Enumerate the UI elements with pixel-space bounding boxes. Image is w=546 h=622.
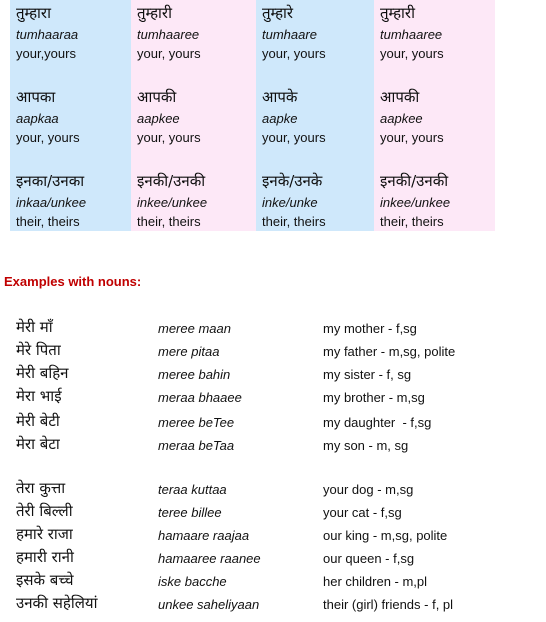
example-row [0, 385, 546, 407]
example-transliteration: hamaaree raanee [158, 551, 261, 566]
table-cell [262, 88, 372, 145]
example-transliteration: mere pitaa [158, 344, 220, 359]
example-transliteration: teraa kuttaa [158, 482, 227, 497]
example-hindi: मेरी माँ [16, 318, 53, 336]
example-english: my son - m, sg [323, 438, 409, 453]
example-transliteration: meraa beTaa [158, 438, 235, 453]
example-english: my brother - m,sg [323, 390, 425, 405]
example-english: your dog - m,sg [323, 482, 414, 497]
example-row [0, 546, 546, 568]
transliteration: inke/unke [262, 195, 318, 210]
table-column-3 [256, 0, 374, 231]
example-hindi: तेरी बिल्ली [16, 502, 73, 520]
example-english: their (girl) friends - f, pl [323, 597, 454, 612]
transliteration: inkee/unkee [137, 195, 208, 210]
example-row [0, 433, 546, 455]
example-hindi: हमारी रानी [16, 548, 74, 566]
transliteration: tumhaare [262, 27, 317, 42]
transliteration: aapkee [137, 111, 180, 126]
example-transliteration: meree maan [158, 321, 231, 336]
example-row [0, 362, 546, 384]
transliteration: tumhaaree [137, 27, 200, 42]
example-row [0, 316, 546, 338]
example-row [0, 569, 546, 591]
transliteration: tumhaaraa [16, 27, 79, 42]
table-cell [262, 172, 372, 229]
transliteration: aapke [262, 111, 298, 126]
hindi-word: तुम्हारा [16, 4, 51, 22]
example-row [0, 592, 546, 614]
english-meaning: your, yours [137, 130, 201, 145]
example-row [0, 339, 546, 361]
example-english: our queen - f,sg [323, 551, 415, 566]
english-meaning: your,yours [16, 46, 76, 61]
table-cell [137, 88, 254, 145]
example-row [0, 410, 546, 432]
example-transliteration: meree beTee [158, 415, 235, 430]
example-english: my mother - f,sg [323, 321, 417, 336]
english-meaning: your, yours [380, 46, 444, 61]
transliteration: inkaa/unkee [16, 195, 87, 210]
example-transliteration: meraa bhaaee [158, 390, 242, 405]
table-cell [16, 88, 129, 145]
transliteration: tumhaaree [380, 27, 443, 42]
table-column-2 [131, 0, 256, 231]
example-hindi: मेरे पिता [16, 341, 61, 359]
table-cell [380, 88, 493, 145]
example-hindi: हमारे राजा [16, 525, 73, 543]
example-english: our king - m,sg, polite [323, 528, 448, 543]
english-meaning: your, yours [380, 130, 444, 145]
example-row [0, 500, 546, 522]
example-english: my father - m,sg, polite [323, 344, 456, 359]
hindi-word: आपके [262, 88, 298, 106]
hindi-word: आपका [16, 88, 56, 106]
example-hindi: मेरा भाई [16, 387, 62, 405]
hindi-word: इनका/उनका [16, 172, 85, 190]
table-cell [380, 4, 493, 61]
transliteration: aapkee [380, 111, 423, 126]
example-row [0, 477, 546, 499]
example-row [0, 523, 546, 545]
example-english: my daughter - f,sg [323, 415, 432, 430]
examples-heading: Examples with nouns: [4, 274, 142, 289]
transliteration: inkee/unkee [380, 195, 451, 210]
table-cell [137, 172, 254, 229]
example-transliteration: meree bahin [158, 367, 231, 382]
hindi-word: इनकी/उनकी [380, 172, 449, 190]
hindi-word: तुम्हारे [262, 4, 294, 22]
example-hindi: मेरी बेटी [16, 412, 60, 430]
hindi-word: आपकी [137, 88, 177, 106]
english-meaning: your, yours [137, 46, 201, 61]
hindi-word: तुम्हारी [137, 4, 172, 22]
hindi-word: इनके/उनके [262, 172, 323, 190]
english-meaning: your, yours [262, 130, 326, 145]
hindi-word: इनकी/उनकी [137, 172, 206, 190]
english-meaning: their, theirs [16, 214, 80, 229]
english-meaning: your, yours [16, 130, 80, 145]
example-english: my sister - f, sg [323, 367, 412, 382]
transliteration: aapkaa [16, 111, 59, 126]
example-english: your cat - f,sg [323, 505, 402, 520]
english-meaning: their, theirs [380, 214, 444, 229]
table-cell [262, 4, 372, 61]
example-english: her children - m,pl [323, 574, 428, 589]
english-meaning: their, theirs [137, 214, 201, 229]
table-cell [137, 4, 254, 61]
example-hindi: इसके बच्चे [16, 571, 74, 589]
example-hindi: मेरा बेटा [16, 435, 60, 453]
possessive-table [10, 0, 495, 231]
table-cell [380, 172, 493, 229]
english-meaning: their, theirs [262, 214, 326, 229]
table-cell [16, 4, 129, 61]
english-meaning: your, yours [262, 46, 326, 61]
example-hindi: तेरा कुत्ता [16, 479, 66, 497]
table-cell [16, 172, 129, 229]
table-column-4 [374, 0, 495, 231]
hindi-word: आपकी [380, 88, 420, 106]
example-transliteration: teree billee [158, 505, 222, 520]
example-hindi: मेरी बहिन [16, 364, 69, 382]
example-transliteration: hamaare raajaa [158, 528, 250, 543]
table-column-1 [10, 0, 131, 231]
example-transliteration: unkee saheliyaan [158, 597, 260, 612]
example-transliteration: iske bacche [158, 574, 227, 589]
hindi-word: तुम्हारी [380, 4, 415, 22]
example-hindi: उनकी सहेलियां [16, 594, 98, 612]
